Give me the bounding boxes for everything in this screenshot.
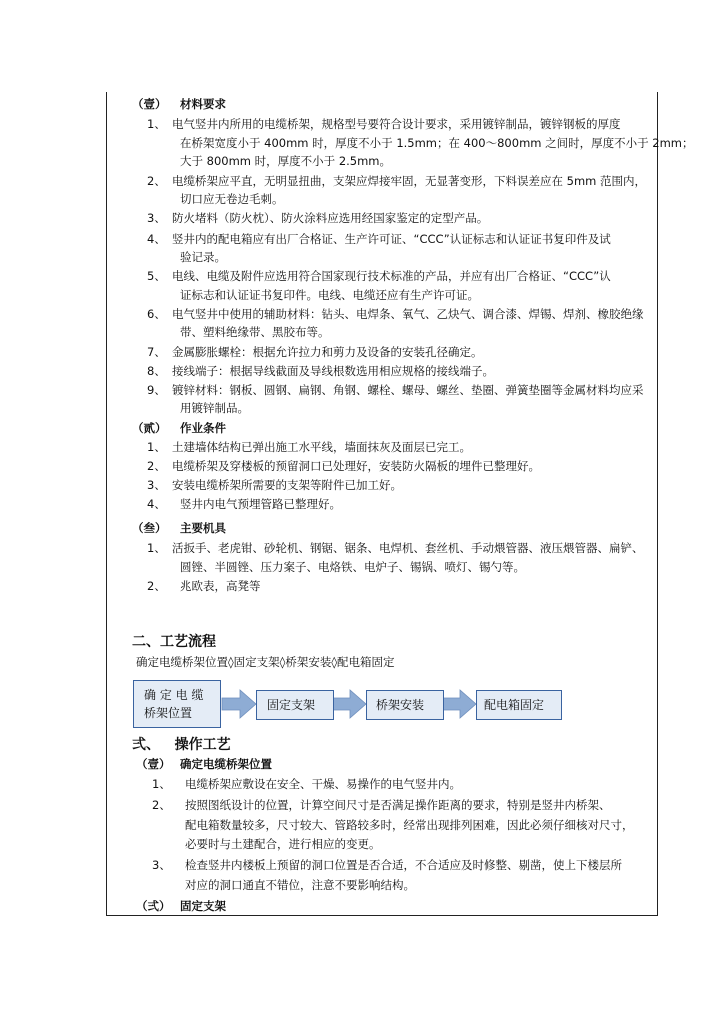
section-title: 作业条件 xyxy=(180,421,226,435)
section-number: （壹） xyxy=(132,97,167,111)
list-number: 4、 xyxy=(147,497,166,511)
flow-step-label: 桥架安装 xyxy=(376,698,425,712)
arrow-1 xyxy=(222,690,256,718)
list-text: 防火堵料（防火枕）、防火涂料应选用经国家鉴定的定型产品。 xyxy=(172,211,489,225)
list-number: 3、 xyxy=(152,858,171,872)
list-text: 检查竖井内楼板上预留的洞口位置是否合适，不合适应及时修整、剔凿，使上下楼层所 xyxy=(185,858,622,872)
list-number: 2、 xyxy=(147,579,166,593)
flow-step-label: 桥架位置 xyxy=(144,706,193,720)
list-text: 电缆桥架应敷设在安全、干燥、易操作的电气竖井内。 xyxy=(185,777,461,791)
list-text: 竖井内电气预埋管路已整理好。 xyxy=(180,497,341,511)
list-number: 3、 xyxy=(147,211,166,225)
list-number: 6、 xyxy=(147,307,166,321)
section-number: （贰） xyxy=(132,421,167,435)
heading-operation: 弍、 操作工艺 xyxy=(132,737,231,753)
list-text: 接线端子：根据导线截面及导线根数选用相应规格的接线端子。 xyxy=(172,364,494,378)
list-text: 大于 800mm 时，厚度不小于 2.5mm。 xyxy=(180,154,392,168)
list-number: 1、 xyxy=(147,541,166,555)
list-number: 2、 xyxy=(152,798,171,812)
list-number: 1、 xyxy=(152,777,171,791)
list-text: 电气竖井内所用的电缆桥架，规格型号要符合设计要求，采用镀锌制品，镀锌钢板的厚度 xyxy=(172,117,621,131)
list-text: 电气竖井中使用的辅助材料：钻头、电焊条、氧气、乙炔气、调合漆、焊锡、焊剂、橡胶绝缘 xyxy=(172,307,644,321)
arrow-3 xyxy=(443,690,476,718)
subsection-title: 固定支架 xyxy=(180,899,226,913)
list-number: 1、 xyxy=(147,117,166,131)
list-number: 4、 xyxy=(147,232,166,246)
list-text: 电缆桥架应平直，无明显扭曲，支架应焊接牢固，无显著变形，下料误差应在 5mm 范围内， xyxy=(172,174,647,188)
list-text: 必要时与土建配合，进行相应的变更。 xyxy=(185,837,381,851)
flow-step-install-tray xyxy=(366,690,444,720)
list-number: 3、 xyxy=(147,478,166,492)
list-text: 兆欧表，高凳等 xyxy=(180,579,261,593)
list-number: 9、 xyxy=(147,383,166,397)
list-number: 2、 xyxy=(147,174,166,188)
list-text: 配电箱数量较多，尺寸较大、管路较多时，经常出现排列困难，因此必须仔细核对尺寸， xyxy=(185,818,634,832)
list-text: 按照图纸设计的位置，计算空间尺寸是否满足操作距离的要求，特别是竖井内桥架、 xyxy=(185,798,611,812)
list-text: 用镀锌制品。 xyxy=(180,401,249,415)
flow-step-determine-position xyxy=(133,680,221,728)
subsection-number: （弍） xyxy=(136,899,171,913)
list-text: 竖井内的配电箱应有出厂合格证、生产许可证、“CCC”认证标志和认证证书复印件及试 xyxy=(172,232,611,246)
list-text: 安装电缆桥架所需要的支架等附件已加工好。 xyxy=(172,478,402,492)
section-title: 材料要求 xyxy=(180,97,226,111)
process-summary: 确定电缆桥架位置◊固定支架◊桥架安装◊配电箱固定 xyxy=(136,655,395,669)
list-number: 1、 xyxy=(147,440,166,454)
list-number: 2、 xyxy=(147,459,166,473)
arrow-2 xyxy=(333,690,366,718)
section-number: （叁） xyxy=(132,521,167,535)
list-text: 验记录。 xyxy=(180,250,226,264)
heading-process: 二、工艺流程 xyxy=(132,634,216,650)
list-text: 活扳手、老虎钳、砂轮机、钢锯、锯条、电焊机、套丝机、手动煨管器、液压煨管器、扁铲、 xyxy=(172,541,644,555)
section-title: 主要机具 xyxy=(180,521,226,535)
flow-step-fix-distribution-box xyxy=(476,690,562,720)
list-text: 镀锌材料：钢板、圆钢、扁钢、角钢、螺栓、螺母、螺丝、垫圈、弹簧垫圈等金属材料均应采 xyxy=(172,383,644,397)
list-number: 5、 xyxy=(147,269,166,283)
subsection-title: 确定电缆桥架位置 xyxy=(180,757,272,771)
list-number: 8、 xyxy=(147,364,166,378)
list-text: 电缆桥架及穿楼板的预留洞口已处理好，安装防火隔板的埋件已整理好。 xyxy=(172,459,540,473)
flow-step-label: 确 定 电 缆 xyxy=(144,688,204,702)
list-text: 证标志和认证证书复印件。电线、电缆还应有生产许可证。 xyxy=(180,288,479,302)
subsection-number: （壹） xyxy=(136,757,171,771)
list-text: 金属膨胀螺栓：根据允许拉力和剪力及设备的安装孔径确定。 xyxy=(172,345,483,359)
list-text: 对应的洞口通直不错位，注意不要影响结构。 xyxy=(185,878,415,892)
flow-step-label: 配电箱固定 xyxy=(484,698,545,712)
flow-step-fix-bracket xyxy=(256,690,334,720)
list-text: 在桥架宽度小于 400mm 时，厚度不小于 1.5mm；在 400～800mm 之间时，厚度不小于 2mm； xyxy=(180,136,694,150)
list-text: 带、塑料绝缘带、黑胶布等。 xyxy=(180,325,330,339)
flow-step-label: 固定支架 xyxy=(267,698,316,712)
list-text: 圆锉、半圆锉、压力案子、电烙铁、电炉子、锡锅、喷灯、锡勺等。 xyxy=(180,560,525,574)
list-text: 土建墙体结构已弹出施工水平线，墙面抹灰及面层已完工。 xyxy=(172,440,471,454)
list-text: 切口应无卷边毛刺。 xyxy=(180,192,284,206)
list-number: 7、 xyxy=(147,345,166,359)
list-text: 电线、电缆及附件应选用符合国家现行技术标准的产品，并应有出厂合格证、“CCC”认 xyxy=(172,269,611,283)
